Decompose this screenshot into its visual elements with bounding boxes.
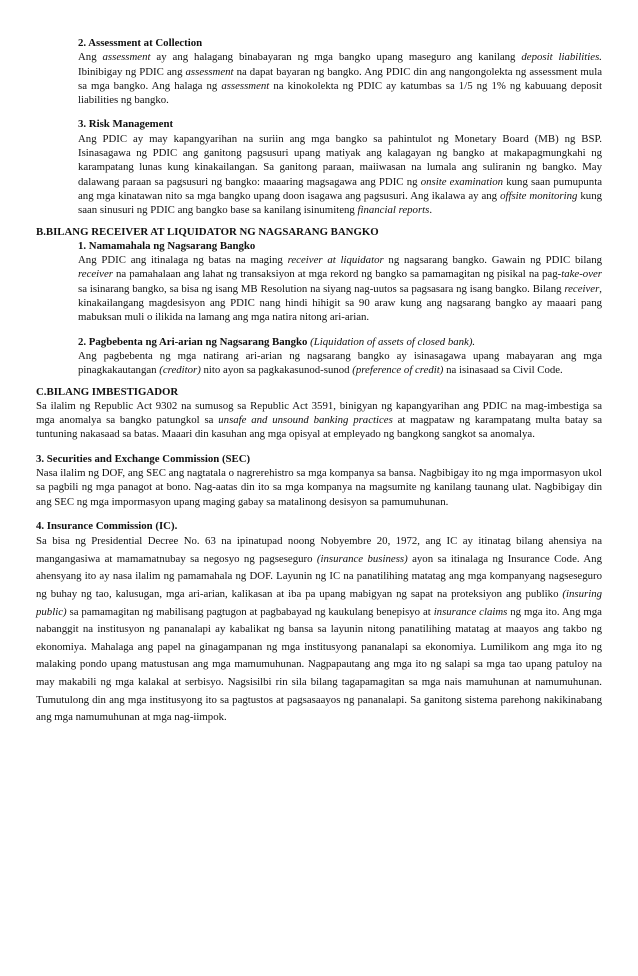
text-run: sa isinarang bangko, sa bisa ng isang MB Resolution na siyang nag-uutos sa pagsasara ng isang bangko. Bilang: [78, 282, 565, 295]
heading-section-c: C.BILANG IMBESTIGADOR: [36, 385, 179, 398]
text-run: Ang PDIC ang itinalaga ng batas na maging: [78, 254, 288, 267]
italic-term: (creditor): [159, 364, 201, 377]
text-run: Ang: [78, 51, 103, 64]
italic-term: insurance claims: [433, 605, 508, 618]
paragraph-insurance-commission: [36, 533, 602, 727]
paragraph-risk-management: [36, 132, 602, 218]
italic-term: assessment: [185, 65, 234, 78]
italic-term: take-over: [561, 268, 602, 281]
heading-pagbebenta: [36, 335, 602, 349]
italic-term: assessment: [102, 51, 151, 64]
italic-term: financial reports: [357, 204, 430, 217]
text-run: nito ayon sa pagkakasunod-sunod: [200, 364, 353, 377]
italic-term: (preference of credit): [352, 364, 444, 377]
italic-term: offsite monitoring: [500, 189, 578, 202]
paragraph-namamahala: [36, 253, 602, 324]
italic-term: receiver at liquidator: [287, 254, 384, 267]
heading-sec: 3. Securities and Exchange Commission (SEC): [36, 452, 251, 465]
text-run: Ibinibigay ng PDIC ang: [78, 65, 186, 78]
text-run: kung saan pumupunta ang mga kinatawan nito sa mga bangko upang doon isagawa ang pagsusuri. Ang ikalawa ay ang: [78, 175, 602, 202]
heading-namamahala: 1. Namamahala ng Nagsarang Bangko: [78, 239, 256, 252]
text-run: Ang pagbebenta ng mga natirang ari-arian ng nagsarang bangko ay isinasagawa upang mabayaran ang mga pinagkakautangan: [78, 349, 602, 377]
text-run: na pamahalaan ang lahat ng transaksiyon at mga rekord ng bangko sa pamamagitan ng pisikal na pag-: [112, 268, 562, 281]
heading-section-b: B.BILANG RECEIVER AT LIQUIDATOR NG NAGSARANG BANGKO: [36, 225, 379, 238]
paragraph-section-c: [36, 399, 602, 442]
text-run: Nasa ilalim ng DOF, ang SEC ang nagtatala o nagrerehistro sa mga kompanya sa bansa. Nagbibigay ito ng mga impormasyon ukol sa pagbili ng mga panagot at bono. Nag-aatas din ito sa mga kompanya na magsumite ng kanilang taunang ulat. Nagbibigay din ang SEC ng mga impormasyon upang maging gabay sa matalinong desisyon sa pamumuhunan.: [36, 467, 602, 508]
text-run: Sa bisa ng Presidential Decree No. 63 na ipinatupad noong Nobyembre 20, 1972, ang IC ay itinatag bilang ahensiya na mangangasiwa at mamamatnubay sa negosyo ng pagseseguro: [36, 535, 602, 565]
italic-term: (insuring public): [36, 587, 602, 618]
text-run: ay ang halagang binabayaran ng mga bangko upang maseguro ang kanilang: [150, 51, 522, 64]
text-run: sa pamamagitan ng mabilisang pagtugon at pagbabayad ng kaukulang benepisyo at: [66, 605, 434, 618]
text-run: Ang PDIC ay may kapangyarihan na suriin ang mga bangko sa pahintulot ng Monetary Board (MB) ng BSP. Isinasagawa ng PDIC ang ganitong pagsusuri upang matiyak ang kalagayan ng bangko at makapagmungkahi ng karampatang lunas kung kinakailangan. Sa ganitong paraan, maiiwasan na lumala ang suliranin ng bangko. May dalawang paraan sa pagsusuri ng bangko: maaaring magsagawa ang PDIC ng: [78, 132, 602, 188]
text-run: , kinakailangang magdesisyon ang PDIC nang hindi hihigit sa 90 araw kung ang nagsarang bangko ay maaari pang mabuksan muli o ilikida na lamang ang mga natira nitong ari-arian.: [78, 282, 602, 324]
paragraph-sec: [36, 466, 602, 509]
text-run: ng mga ito. Ang mga nabanggit na institusyon ng pananalapi ay kabalikat ng bansa sa layunin nitong panatilihing matatag at maayos ang takbo ng ekonomiya. Mahalaga ang papel na ginagampanan ng mga institusyong pananalapi sa ekonomiya. Lumilikom ang mga ito ng malaking pondo upang matustusan ang mga mamumuhunan. Nagpapautang ang mga ito ng salapi sa mga tao upang patuloy na may makabili ng mga kalakal at serbisyo. Nagsisilbi rin sila bilang tagapamagitan sa mga nais mamuhunan at namumuhunan. Tumutulong din ang mga institusyong ito sa pagtustos at pagsasaayos ng pananalapi. Sa ganitong sistema parehong nakikinabang ang mga namumuhunan at mga nag-iimpok.: [36, 605, 602, 724]
text-run: na kinokolekta ng PDIC ay katumbas sa 1/5 ng 1% ng kabuuang deposit liabilities ng bangko.: [78, 79, 602, 107]
heading-insurance-commission: 4. Insurance Commission (IC).: [36, 519, 178, 532]
heading-assessment-collection: 2. Assessment at Collection: [78, 37, 203, 49]
paragraph-assessment-collection: [36, 50, 602, 107]
italic-term: unsafe and unsound banking practices: [218, 414, 393, 427]
text-run: Sa ilalim ng Republic Act 9302 na sumusog sa Republic Act 3591, binigyan ng kapangyarihan ang PDIC na mag-imbestiga sa mga anomalya sa bangko patungkol sa: [36, 399, 602, 427]
heading-risk-management: 3. Risk Management: [78, 118, 174, 131]
text-run: na isinasaad sa Civil Code.: [443, 364, 563, 377]
heading-pagbebenta-italic: (Liquidation of assets of closed bank).: [307, 335, 476, 348]
italic-term: assessment: [221, 79, 270, 92]
text-run: ayon sa itinalaga ng Insurance Code. Ang ahensyang ito ay nasa ilalim ng pamamahala ng DOF. Layunin ng IC na panatilihing matatag ang mga kompanyang nagseseguro ng buhay ng tao, kalusugan, mga ari-arian, kalikasan at iba pa upang mabigyan ng sapat na proteksiyon ang publiko: [36, 552, 602, 600]
italic-term: receiver: [78, 268, 113, 281]
text-run: kung saan sinusuri ng PDIC ang bangko base sa kanilang isinumiteng: [78, 189, 602, 217]
italic-term: onsite examination: [420, 175, 504, 188]
heading-pagbebenta-bold: 2. Pagbebenta ng Ari-arian ng Nagsarang Bangko: [78, 335, 308, 348]
paragraph-pagbebenta: [36, 349, 602, 378]
italic-term: deposit liabilities.: [521, 51, 602, 64]
italic-term: receiver: [564, 282, 600, 295]
document-page: [36, 36, 602, 727]
text-run: na dapat bayaran ng bangko. Ang PDIC din ang nangongolekta ng assessment mula sa mga bangko. Ang halaga ng: [78, 65, 602, 92]
text-run: at magpataw ng karampatang multa batay sa tuntuning nakasaad sa batas. Maaari din kasuhan ang mga opisyal at empleyado ng bangkong sangkot sa anomalya.: [36, 414, 602, 441]
text-run: ng nagsarang bangko. Gawain ng PDIC bilang: [383, 254, 602, 267]
text-run: .: [429, 204, 433, 217]
italic-term: (insurance business): [316, 552, 408, 565]
